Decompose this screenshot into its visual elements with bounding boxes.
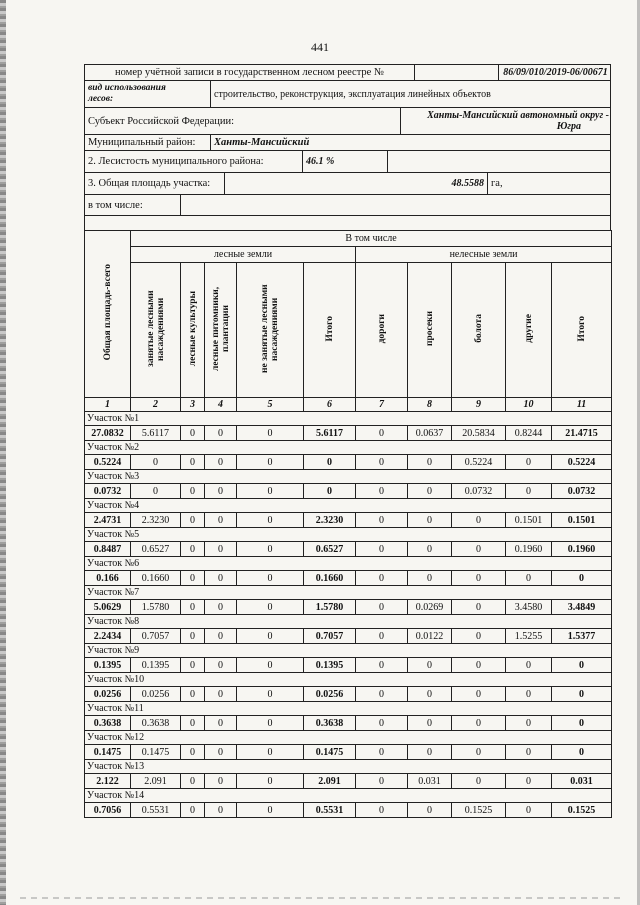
plot-label: Участок №10: [85, 673, 612, 687]
plot-cell: 0: [181, 484, 205, 499]
land-composition-table: [84, 230, 612, 818]
plot-cell: 0: [181, 803, 205, 818]
forest-cover-row: [84, 151, 611, 173]
forest-cover-spacer: [388, 151, 612, 172]
col-unforested-header: [237, 263, 304, 398]
plot-cell: 0.7057: [304, 629, 356, 644]
plot-cell: 0: [506, 716, 552, 731]
plot-cell: 0: [131, 484, 181, 499]
plot-data-row: [85, 774, 612, 789]
plot-label-row: [85, 644, 612, 658]
plot-cell: 0.8244: [506, 426, 552, 441]
plot-cell: 0.1501: [552, 513, 612, 528]
plots-body: [85, 412, 612, 818]
plot-cell: 0: [237, 687, 304, 702]
column-number: 11: [552, 398, 612, 412]
plot-cell: 0.1475: [85, 745, 131, 760]
plot-label: Участок №13: [85, 760, 612, 774]
plot-cell: 0: [205, 716, 237, 731]
plot-label-row: [85, 702, 612, 716]
plot-cell: 0: [237, 716, 304, 731]
plot-data-row: [85, 716, 612, 731]
column-number: 10: [506, 398, 552, 412]
plot-cell: 0.5224: [552, 455, 612, 470]
plot-cell: 0: [237, 426, 304, 441]
plot-data-row: [85, 745, 612, 760]
use-row: [84, 81, 611, 108]
forest-lands-header: лесные земли: [131, 247, 356, 263]
plot-cell: 0: [356, 426, 408, 441]
plot-label: Участок №3: [85, 470, 612, 484]
plot-cell: 1.5255: [506, 629, 552, 644]
plot-cell: 0: [181, 629, 205, 644]
plot-cell: 0: [452, 571, 506, 586]
plot-cell: 0: [408, 658, 452, 673]
plot-cell: 0: [237, 745, 304, 760]
plot-cell: 0: [181, 658, 205, 673]
col-forest-total-header: [304, 263, 356, 398]
plot-cell: 0: [181, 513, 205, 528]
plot-cell: 0.0732: [452, 484, 506, 499]
plot-label-row: [85, 470, 612, 484]
plot-data-row: [85, 629, 612, 644]
column-number: 3: [181, 398, 205, 412]
plot-cell: 2.091: [304, 774, 356, 789]
plot-label-row: [85, 499, 612, 513]
plot-cell: 0: [205, 658, 237, 673]
plot-cell: 0: [205, 484, 237, 499]
plot-cell: 0: [506, 484, 552, 499]
plot-cell: 0: [408, 687, 452, 702]
scan-edge-left: [0, 0, 6, 905]
plot-cell: 0: [205, 600, 237, 615]
plot-cell: 0: [356, 716, 408, 731]
col-nurseries-label: лесные питомники, плантации: [210, 286, 231, 371]
plot-label-row: [85, 412, 612, 426]
plot-cell: 0: [356, 513, 408, 528]
plot-cell: 0: [205, 513, 237, 528]
plot-cell: 0: [356, 774, 408, 789]
plot-cell: 0: [506, 658, 552, 673]
plot-label: Участок №8: [85, 615, 612, 629]
page-number: 441: [311, 40, 329, 54]
plot-cell: 0: [452, 513, 506, 528]
plot-label-row: [85, 528, 612, 542]
plot-cell: 0.8487: [85, 542, 131, 557]
plot-cell: 0.1475: [304, 745, 356, 760]
plot-cell: 0: [237, 803, 304, 818]
plot-cell: 5.0629: [85, 600, 131, 615]
including-label: в том числе:: [85, 195, 181, 215]
plot-cell: 0.1395: [85, 658, 131, 673]
column-number: 9: [452, 398, 506, 412]
column-number: 6: [304, 398, 356, 412]
subject-value-line2: Югра: [556, 121, 581, 132]
plot-cell: 0.0269: [408, 600, 452, 615]
plot-cell: 0: [356, 571, 408, 586]
plot-label: Участок №5: [85, 528, 612, 542]
district-row: [84, 135, 611, 151]
col-forest-total-label: Итого: [324, 315, 335, 342]
plot-cell: 0.166: [85, 571, 131, 586]
plot-cell: 1.5780: [131, 600, 181, 615]
plot-data-row: [85, 484, 612, 499]
col-unforested-label: не занятые лесными насаждениями: [260, 284, 280, 373]
plot-label-row: [85, 441, 612, 455]
plot-cell: 0.0256: [85, 687, 131, 702]
plot-data-row: [85, 571, 612, 586]
plot-cell: 0: [131, 455, 181, 470]
total-area-row: [84, 173, 611, 194]
forest-cover-label: 2. Лесистость муниципального района:: [85, 151, 303, 172]
plot-cell: 0.1660: [304, 571, 356, 586]
plot-cell: 0: [408, 745, 452, 760]
col-cultures-header: [181, 263, 205, 398]
district-value: Ханты-Мансийский: [214, 137, 310, 148]
plot-cell: 0: [237, 542, 304, 557]
plot-data-row: [85, 542, 612, 557]
plot-cell: 0.1660: [131, 571, 181, 586]
plot-cell: 0: [205, 542, 237, 557]
plot-cell: 0: [205, 571, 237, 586]
col-swamps-label: болота: [473, 314, 484, 343]
plot-cell: 2.4731: [85, 513, 131, 528]
col-total-area-header: [85, 231, 131, 398]
plot-label-row: [85, 760, 612, 774]
plot-cell: 0: [356, 687, 408, 702]
plot-cell: 0.5531: [304, 803, 356, 818]
subject-row: [84, 108, 611, 135]
plot-cell: 0: [205, 745, 237, 760]
plot-cell: 0: [506, 745, 552, 760]
plot-cell: 0: [237, 455, 304, 470]
plot-data-row: [85, 455, 612, 470]
plot-label: Участок №14: [85, 789, 612, 803]
subject-value-line1: Ханты-Мансийский автономный округ -: [427, 110, 609, 121]
plot-cell: 0: [506, 803, 552, 818]
including-row: [84, 194, 611, 216]
plot-cell: 0: [506, 687, 552, 702]
plot-cell: 0.1395: [304, 658, 356, 673]
plot-cell: 0: [237, 658, 304, 673]
plot-cell: 21.4715: [552, 426, 612, 441]
plot-cell: 0.1960: [552, 542, 612, 557]
col-swamps-header: [452, 263, 506, 398]
plot-cell: 0.6527: [131, 542, 181, 557]
plot-cell: 0.6527: [304, 542, 356, 557]
plot-data-row: [85, 803, 612, 818]
plot-cell: 0: [356, 455, 408, 470]
plot-cell: 2.122: [85, 774, 131, 789]
column-number: 5: [237, 398, 304, 412]
col-clearings-label: просеки: [424, 310, 435, 346]
plot-cell: 0: [552, 687, 612, 702]
plot-cell: 0.0256: [131, 687, 181, 702]
blank-row: [84, 216, 611, 230]
plot-cell: 0: [181, 687, 205, 702]
plot-cell: 0.031: [552, 774, 612, 789]
plot-cell: 0.1395: [131, 658, 181, 673]
plot-cell: 0: [552, 745, 612, 760]
plot-cell: 0: [237, 484, 304, 499]
plot-cell: 0: [408, 571, 452, 586]
plot-cell: 0: [181, 455, 205, 470]
plot-cell: 0: [452, 658, 506, 673]
plot-label-row: [85, 557, 612, 571]
plot-cell: 0: [304, 484, 356, 499]
plot-cell: 0: [356, 803, 408, 818]
col-total-area-label: Общая площадь-всего: [102, 264, 113, 361]
plot-cell: 0: [237, 774, 304, 789]
plot-cell: 3.4580: [506, 600, 552, 615]
column-number: 4: [205, 398, 237, 412]
plot-label: Участок №7: [85, 586, 612, 600]
plot-cell: 1.5780: [304, 600, 356, 615]
plot-cell: 0.3638: [85, 716, 131, 731]
plot-cell: 0: [452, 629, 506, 644]
plot-cell: 0.5531: [131, 803, 181, 818]
plot-data-row: [85, 687, 612, 702]
plot-cell: 0: [205, 455, 237, 470]
plot-cell: 0: [408, 716, 452, 731]
column-number: 1: [85, 398, 131, 412]
plot-cell: 0: [237, 513, 304, 528]
plot-data-row: [85, 426, 612, 441]
plot-cell: 0: [356, 745, 408, 760]
column-numbers-row: [85, 398, 612, 412]
plot-cell: 0.7056: [85, 803, 131, 818]
plot-cell: 0: [205, 803, 237, 818]
plot-cell: 0.1525: [452, 803, 506, 818]
plot-cell: 0: [452, 774, 506, 789]
col-cultures-label: лесные культуры: [187, 290, 198, 367]
plot-label-row: [85, 615, 612, 629]
subject-label: Субъект Российской Федерации:: [85, 108, 401, 134]
plot-cell: 0: [408, 513, 452, 528]
plot-cell: 0: [452, 600, 506, 615]
plot-cell: 0: [452, 745, 506, 760]
plot-cell: 0: [205, 426, 237, 441]
plot-cell: 0: [408, 803, 452, 818]
total-area-unit: га,: [491, 178, 503, 189]
plot-data-row: [85, 513, 612, 528]
plot-cell: 0: [304, 455, 356, 470]
plot-cell: 0: [552, 716, 612, 731]
plot-label: Участок №2: [85, 441, 612, 455]
plot-cell: 0.0732: [552, 484, 612, 499]
plot-cell: 0.0732: [85, 484, 131, 499]
including-header: В том числе: [131, 231, 612, 247]
plot-cell: 0.0122: [408, 629, 452, 644]
plot-cell: 0: [506, 455, 552, 470]
plot-cell: 0.5224: [85, 455, 131, 470]
col-nurseries-header: [205, 263, 237, 398]
plot-label: Участок №4: [85, 499, 612, 513]
plot-cell: 0: [408, 484, 452, 499]
plot-cell: 0.031: [408, 774, 452, 789]
col-nonforest-total-header: [552, 263, 612, 398]
plot-cell: 0: [181, 600, 205, 615]
plot-cell: 0: [181, 774, 205, 789]
column-number: 8: [408, 398, 452, 412]
plot-cell: 0: [356, 600, 408, 615]
use-value: строительство, реконструкция, эксплуатация линейных объектов: [214, 88, 491, 100]
forest-cover-value: 46.1 %: [303, 151, 388, 172]
plot-cell: 0.1960: [506, 542, 552, 557]
subject-value-cell: [401, 108, 612, 134]
plot-label: Участок №12: [85, 731, 612, 745]
plot-label-row: [85, 789, 612, 803]
plot-label-row: [85, 731, 612, 745]
col-roads-header: [356, 263, 408, 398]
plot-cell: 2.2434: [85, 629, 131, 644]
use-label-line2: лесов:: [88, 94, 114, 104]
plot-cell: 0.3638: [131, 716, 181, 731]
plot-label: Участок №6: [85, 557, 612, 571]
plot-cell: 0: [181, 426, 205, 441]
plot-cell: 1.5377: [552, 629, 612, 644]
plot-cell: 27.0832: [85, 426, 131, 441]
use-label-line1: вид использования: [88, 83, 166, 93]
registry-label: номер учётной записи в государственном лесном реестре №: [85, 65, 415, 80]
plot-cell: 0: [205, 774, 237, 789]
col-clearings-header: [408, 263, 452, 398]
plot-cell: 2.3230: [304, 513, 356, 528]
plot-cell: 0: [552, 658, 612, 673]
plot-cell: 0: [408, 455, 452, 470]
plot-cell: 2.091: [131, 774, 181, 789]
plot-cell: 0: [356, 542, 408, 557]
plot-cell: 0: [452, 687, 506, 702]
plot-cell: 0.3638: [304, 716, 356, 731]
plot-cell: 0: [181, 571, 205, 586]
plot-cell: 3.4849: [552, 600, 612, 615]
district-label: Муниципальный район:: [85, 135, 211, 150]
plot-cell: 0.1525: [552, 803, 612, 818]
plot-cell: 0: [552, 571, 612, 586]
plot-cell: 0: [181, 542, 205, 557]
col-other-label: другие: [523, 314, 534, 343]
scan-edge-bottom: [20, 897, 620, 899]
col-other-header: [506, 263, 552, 398]
plot-label-row: [85, 673, 612, 687]
plot-cell: 0: [205, 687, 237, 702]
column-number: 2: [131, 398, 181, 412]
plot-cell: 0: [237, 600, 304, 615]
plot-data-row: [85, 658, 612, 673]
plot-label-row: [85, 586, 612, 600]
plot-cell: 0: [506, 571, 552, 586]
registry-spacer: [415, 65, 499, 80]
plot-cell: 5.6117: [304, 426, 356, 441]
plot-cell: 0: [408, 542, 452, 557]
col-nonforest-total-label: Итого: [576, 315, 587, 342]
plot-label: Участок №9: [85, 644, 612, 658]
plot-cell: 2.3230: [131, 513, 181, 528]
nonforest-lands-header: нелесные земли: [356, 247, 612, 263]
plot-cell: 0: [181, 716, 205, 731]
plot-cell: 0: [356, 629, 408, 644]
column-number: 7: [356, 398, 408, 412]
plot-cell: 0: [181, 745, 205, 760]
col-forested-label: занятые лесными насаждениями: [145, 290, 166, 367]
col-forested-header: [131, 263, 181, 398]
plot-cell: 0: [506, 774, 552, 789]
plot-cell: 0: [205, 629, 237, 644]
plot-data-row: [85, 600, 612, 615]
plot-cell: 0.7057: [131, 629, 181, 644]
plot-cell: 0: [237, 571, 304, 586]
including-spacer: [181, 195, 612, 215]
plot-label: Участок №11: [85, 702, 612, 716]
registry-number: 86/09/010/2019-06/00671: [503, 67, 608, 78]
plot-label: Участок №1: [85, 412, 612, 426]
plot-cell: 0: [356, 484, 408, 499]
plot-cell: 0: [356, 658, 408, 673]
registry-row: [84, 64, 611, 81]
plot-cell: 0: [452, 542, 506, 557]
plot-cell: 5.6117: [131, 426, 181, 441]
plot-cell: 0.0637: [408, 426, 452, 441]
plot-cell: 0.1475: [131, 745, 181, 760]
plot-cell: 0.0256: [304, 687, 356, 702]
col-roads-label: дороги: [376, 313, 387, 344]
plot-cell: 20.5834: [452, 426, 506, 441]
plot-cell: 0.5224: [452, 455, 506, 470]
use-label-cell: [85, 81, 211, 107]
total-area-label: 3. Общая площадь участка:: [85, 173, 225, 194]
total-area-value: 48.5588: [225, 173, 488, 194]
plot-cell: 0: [237, 629, 304, 644]
plot-cell: 0.1501: [506, 513, 552, 528]
plot-cell: 0: [452, 716, 506, 731]
